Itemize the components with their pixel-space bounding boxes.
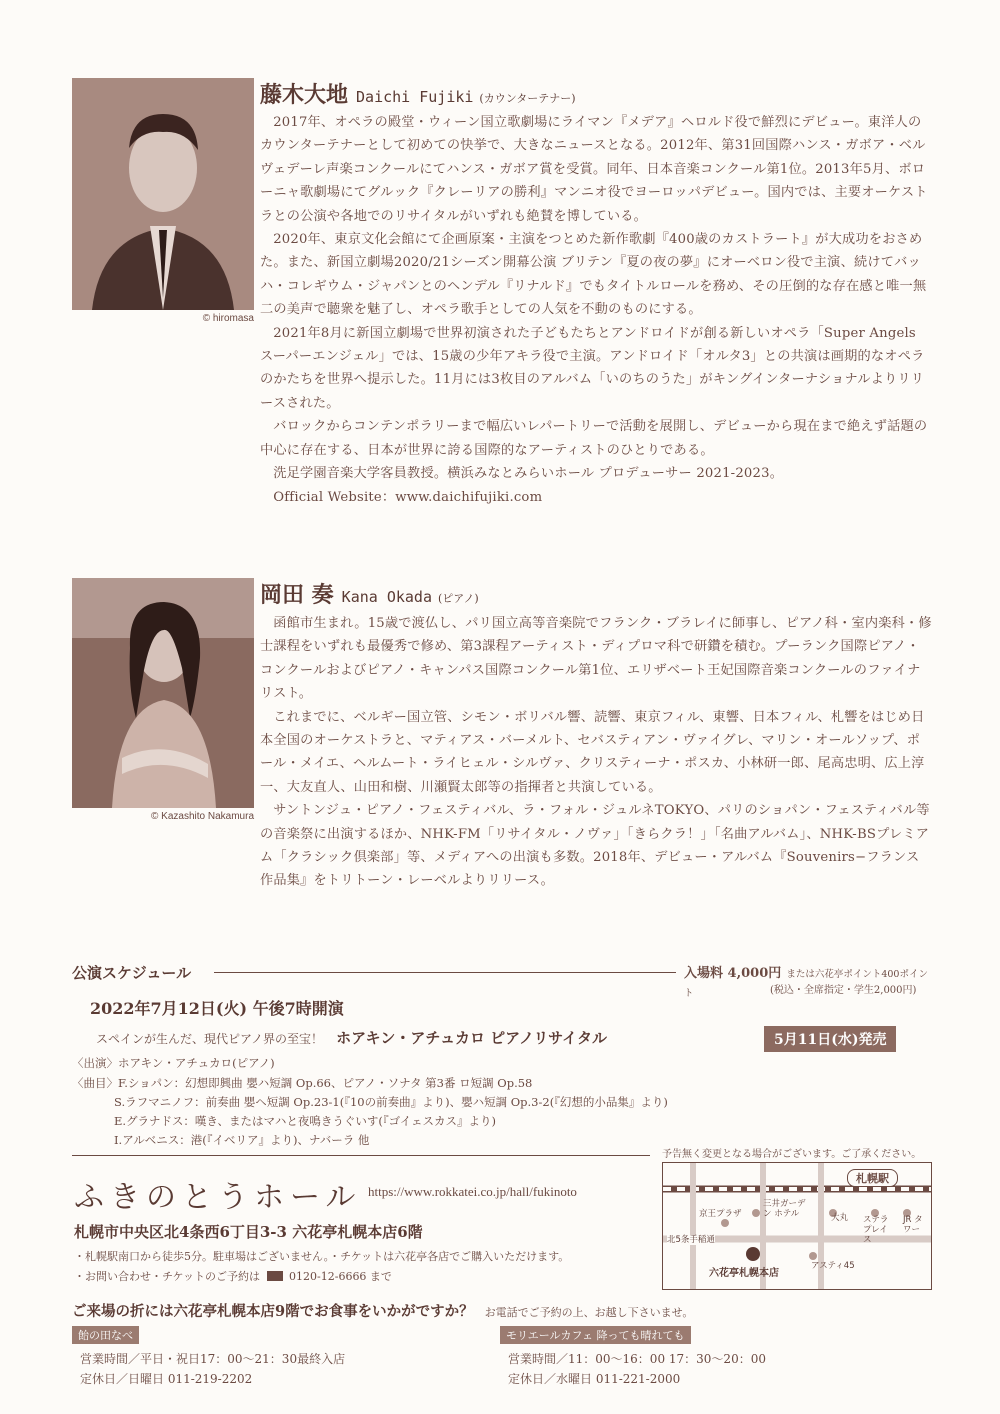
artist2-bio-paragraph: サントンジュ・ピアノ・フェスティバル、ラ・フォル・ジュルネTOKYO、パリのショパン・フェスティバル等の音楽祭に出演するほか、NHK-FM「リサイタル・ノヴァ」「きらクラ！」「名曲アルバム」、NHK-BSプレミアム「クラシック倶楽部」等、メディアへの出演も多数。2018年、デビュー・アルバム『Souvenirs−フランス作品集』をトリトーン・レーベルよりリリース。 [260,803,930,889]
map-label: 三井ガーデン ホテル [763,1199,806,1219]
artist1-bio-paragraph: 洗足学園音楽大学客員教授。横浜みなとみらいホール プロデューサー 2021-2023。 [273,466,784,482]
artist2-bio-paragraph: これまでに、ベルギー国立管、シモン・ボリバル響、読響、東京フィル、東響、日本フィル、札響をはじめ日本全国のオーケストラと、マティアス・バーメルト、セバスティアン・ヴァイグレ、マリン・オールソップ、ポール・メイエ、ヘルムート・ライヒェル・シルヴァ、クリスティーナ・ポスカ、小林研一郎、尾高忠明、広上淳一、大友直人、山田和樹、川瀬賢太郎等の指揮者と共演している。 [260,709,925,795]
artist1-name [260,78,576,109]
hall-address: 札幌市中央区北4条西6丁目3-3 六花亭札幌本店6階 [74,1223,423,1241]
artist2-bio [260,612,932,893]
artist2-name-en: Kana Okada [341,588,432,606]
map-label: 京王プラザ [699,1209,742,1219]
shop1-closed: 定休日／日曜日 011-219-2202 [80,1372,253,1386]
program-line: 〈曲目〉F.ショパン：幻想即興曲 嬰ハ短調 Op.66、ピアノ・ソナタ 第3番 ロ短調 Op.58 [72,1076,533,1090]
artist1-photo [72,78,254,310]
hall-url[interactable]: https://www.rokkatei.co.jp/hall/fukinoto [368,1184,577,1199]
artist1-photo-credit: © hiromasa [202,313,254,324]
map-label: 六花亭札幌本店 [709,1268,779,1279]
shop1-hours: 営業時間／平日・祝日17：00〜21：30最終入店 [80,1352,346,1366]
access-map [662,1162,932,1290]
hall-phone: 0120-12-6666 まで [289,1270,392,1283]
hall-logo: ふきのとうホール [74,1180,362,1215]
sale-date-badge: 5月11日(水)発売 [764,1026,896,1052]
artist2-name [260,578,479,609]
performer: 〈出演〉ホアキン・アチュカロ(ピアノ) [72,1056,275,1070]
concert-title-line [96,1027,607,1048]
artist1-name-jp: 藤木大地 [260,82,349,108]
shop2-name: モリエールカフェ 降っても晴れても [500,1326,691,1344]
map-label: アスティ45 [811,1261,855,1271]
artist1-bio [260,111,932,509]
artist1-bio-paragraph: 2020年、東京文化会館にて企画原案・主演をつとめた新作歌劇『400歳のカストラート』が大成功をおさめた。また、新国立劇場2020/21シーズン開幕公演 ブリテン『夏の夜の夢』にオーベロン役で主演、続けてバッハ・コレギウム・ジャパンとのヘンデル『リナルド』でもタイトルロールを務め、その圧倒的な存在感と唯一無二の美声で聴衆を魅了し、オペラ歌手としての人気を不動のものにする。 [260,232,927,318]
artist1-name-en: Daichi Fujiki [356,88,474,106]
artist2-name-jp: 岡田 奏 [260,582,334,608]
artist1-bio-paragraph: 2021年8月に新国立劇場で世界初演された子どもたちとアンドロイドが創る新しいオペラ「Super Angels スーパーエンジェル」では、15歳の少年アキラ役で主演。アンドロイド「オルタ3」との共演は画期的なオペラのかたちを世界へ提示した。11月には3枚目のアルバム「いのちのうた」がキングインターナショナルよりリリースされた。 [260,325,925,411]
schedule-notice: 予告無く変更となる場合がございます。ご了承ください。 [662,1149,922,1160]
map-station-label: 札幌駅 [847,1169,898,1187]
artist1-role: (カウンターテナー) [479,92,576,105]
dining-heading-main: ご来場の折には六花亭札幌本店9階でお食事をいかがですか？ [72,1303,474,1320]
program-line: E.グラナドス：嘆き、またはマハと夜鳴きうぐいす(『ゴイェスカス』より) [114,1114,496,1128]
dining-heading [72,1300,932,1321]
map-label: 大丸 [831,1213,849,1223]
hall-access: ・札幌駅南口から徒歩5分。駐車場はございません。・チケットは六花亭各店でご購入いただけます。 [74,1250,570,1263]
hall-contact [74,1268,392,1284]
artist2-bio-paragraph: 函館市生まれ。15歳で渡仏し、パリ国立高等音楽院でフランク・ブラレイに師事し、ピアノ科・室内楽科・修士課程をいずれも最優秀で修め、第3課程アーティスト・ディプロマ科で研鑽を積む。プーランク国際ピアノ・コンクールおよびピアノ・キャンパス国際コンクール第1位、エリザベート王妃国際音楽コンクールのファイナリスト。 [260,616,932,702]
concert-date: 2022年7月12日(火) 午後7時開演 [90,999,344,1018]
concert-catch: スペインが生んだ、現代ピアノ界の至宝！ [96,1032,324,1046]
program-line: I.アルベニス：港(『イベリア』より)、ナバーラ 他 [114,1133,370,1147]
shop2-closed: 定休日／水曜日 011-221-2000 [508,1372,681,1386]
schedule-divider [214,972,676,973]
artist2-photo-credit: © Kazashito Nakamura [151,811,254,822]
contact-prefix: ・お問い合わせ・チケットのご予約は [74,1270,261,1283]
price-main: 入場料 4,000円 [684,966,782,981]
artist2-role: (ピアノ) [437,592,479,605]
map-label: 北5条手稲通 [667,1235,715,1245]
artist2-photo [72,578,254,808]
hall-divider [72,1155,650,1156]
concert-title: ホアキン・アチュカロ ピアノリサイタル [336,1029,608,1047]
map-label: JR タワー [903,1215,923,1235]
price-alt: または六花亭ポイント400ポイント [684,969,928,999]
schedule-heading: 公演スケジュール [72,964,192,982]
dining-heading-note: お電話でご予約の上、お越し下さいませ。 [484,1306,694,1319]
artist1-bio-paragraph: バロックからコンテンポラリーまで幅広いレパートリーで活動を展開し、デビューから現在まで絶えず話題の中心に存在する、日本が世界に誇る国際的なアーティストのひとりである。 [260,419,928,458]
map-label: ステラ プレイス [863,1215,889,1245]
price-note: (税込・全席指定・学生2,000円) [770,985,917,996]
artist1-website: Official Website：www.daichifujiki.com [273,489,543,505]
artist1-bio-paragraph: 2017年、オペラの殿堂・ウィーン国立歌劇場にライマン『メデア』ヘロルド役で鮮烈にデビュー。東洋人のカウンターテナーとして初めての快挙で、大きなニュースとなる。2012年、第31回国際ハンス・ガボア・ベルヴェデーレ声楽コンクールにてハンス・ガボア賞を受賞。同年、日本音楽コンクール第1位。2013年5月、ボローニャ歌劇場にてグルック『クレーリアの勝利』マンニオ役でヨーロッパデビュー。国内では、主要オーケストラとの公演や各地でのリサイタルがいずれも絶賛を博している。 [260,115,928,224]
shop2-hours: 営業時間／11：00〜16：00 17：30〜20：00 [508,1352,766,1366]
phone-icon [267,1271,283,1281]
shop1-name: 飴の田なべ [72,1326,139,1344]
program-line: S.ラフマニノフ：前奏曲 嬰ヘ短調 Op.23-1(『10の前奏曲』より)、嬰ハ短調 Op.3-2(『幻想的小品集』より) [114,1095,668,1109]
